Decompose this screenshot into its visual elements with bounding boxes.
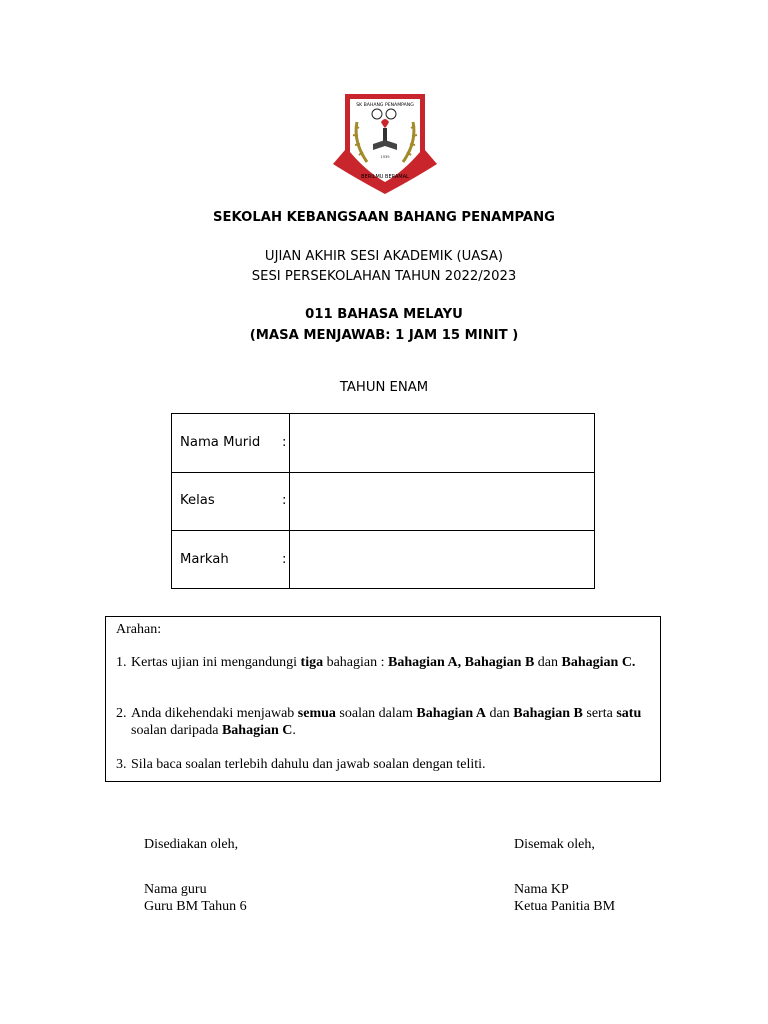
instructions-title: Arahan:: [116, 622, 162, 637]
text-run: bahagian :: [323, 655, 389, 670]
text-run: serta: [582, 706, 617, 721]
checked-by-heading: Disemak oleh,: [514, 837, 595, 852]
text-run-bold: satu: [616, 706, 642, 721]
crest-motto: BERILMU BERAMAL: [361, 174, 409, 180]
text-run: dan: [534, 655, 562, 670]
text-run-bold: Bahagian B: [513, 706, 583, 721]
crest-year: 1939: [380, 155, 390, 159]
instructions-box: [105, 616, 661, 782]
exam-title: UJIAN AKHIR SESI AKADEMIK (UASA): [264, 249, 504, 264]
text-run: .: [292, 723, 296, 738]
text-run: soalan daripada: [131, 723, 222, 738]
student-level: TAHUN ENAM: [339, 380, 429, 395]
info-colon: :: [282, 552, 287, 567]
checked-by-name: Nama KP: [514, 882, 569, 897]
instruction-number: 2.: [116, 706, 127, 721]
text-run: Kertas ujian ini mengandungi: [131, 655, 301, 670]
text-run-bold: Bahagian C.: [561, 655, 636, 670]
exam-duration: (MASA MENJAWAB: 1 JAM 15 MINIT ): [249, 328, 519, 343]
info-label-class: Kelas: [180, 493, 215, 508]
instruction-number: 1.: [116, 655, 127, 670]
school-name: SEKOLAH KEBANGSAAN BAHANG PENAMPANG: [213, 210, 555, 225]
info-colon: :: [282, 435, 287, 450]
info-row-name: [172, 414, 594, 473]
info-row-marks: [172, 531, 594, 589]
info-colon: :: [282, 493, 287, 508]
text-run-bold: Bahagian C: [221, 723, 293, 738]
prepared-by-heading: Disediakan oleh,: [144, 837, 239, 852]
text-run-bold: Bahagian A, Bahagian B: [388, 655, 535, 670]
info-row-class: [172, 472, 594, 531]
table-divider: [289, 414, 290, 588]
exam-session: SESI PERSEKOLAHAN TAHUN 2022/2023: [251, 269, 517, 284]
prepared-by-role: Guru BM Tahun 6: [144, 899, 247, 914]
student-info-table: [171, 413, 595, 589]
text-run-bold: semua: [297, 706, 336, 721]
instruction-number: 3.: [116, 757, 127, 772]
subject-title: 011 BAHASA MELAYU: [305, 307, 463, 322]
info-label-name: Nama Murid: [180, 435, 261, 450]
crest-top-text: SK BAHANG PENAMPANG: [356, 103, 414, 108]
checked-by-role: Ketua Panitia BM: [514, 899, 616, 914]
instruction-text: [131, 654, 651, 671]
info-label-marks: Markah: [180, 552, 229, 567]
text-run: dan: [486, 706, 514, 721]
school-crest-logo: [331, 92, 439, 196]
instruction-text: [131, 705, 651, 739]
text-run: Anda dikehendaki menjawab: [131, 706, 298, 721]
text-run: soalan dalam: [335, 706, 417, 721]
text-run-bold: tiga: [300, 655, 324, 670]
text-run-bold: Bahagian A: [416, 706, 487, 721]
instruction-text: Sila baca soalan terlebih dahulu dan jawab soalan dengan teliti.: [131, 757, 486, 772]
prepared-by-name: Nama guru: [144, 882, 207, 897]
